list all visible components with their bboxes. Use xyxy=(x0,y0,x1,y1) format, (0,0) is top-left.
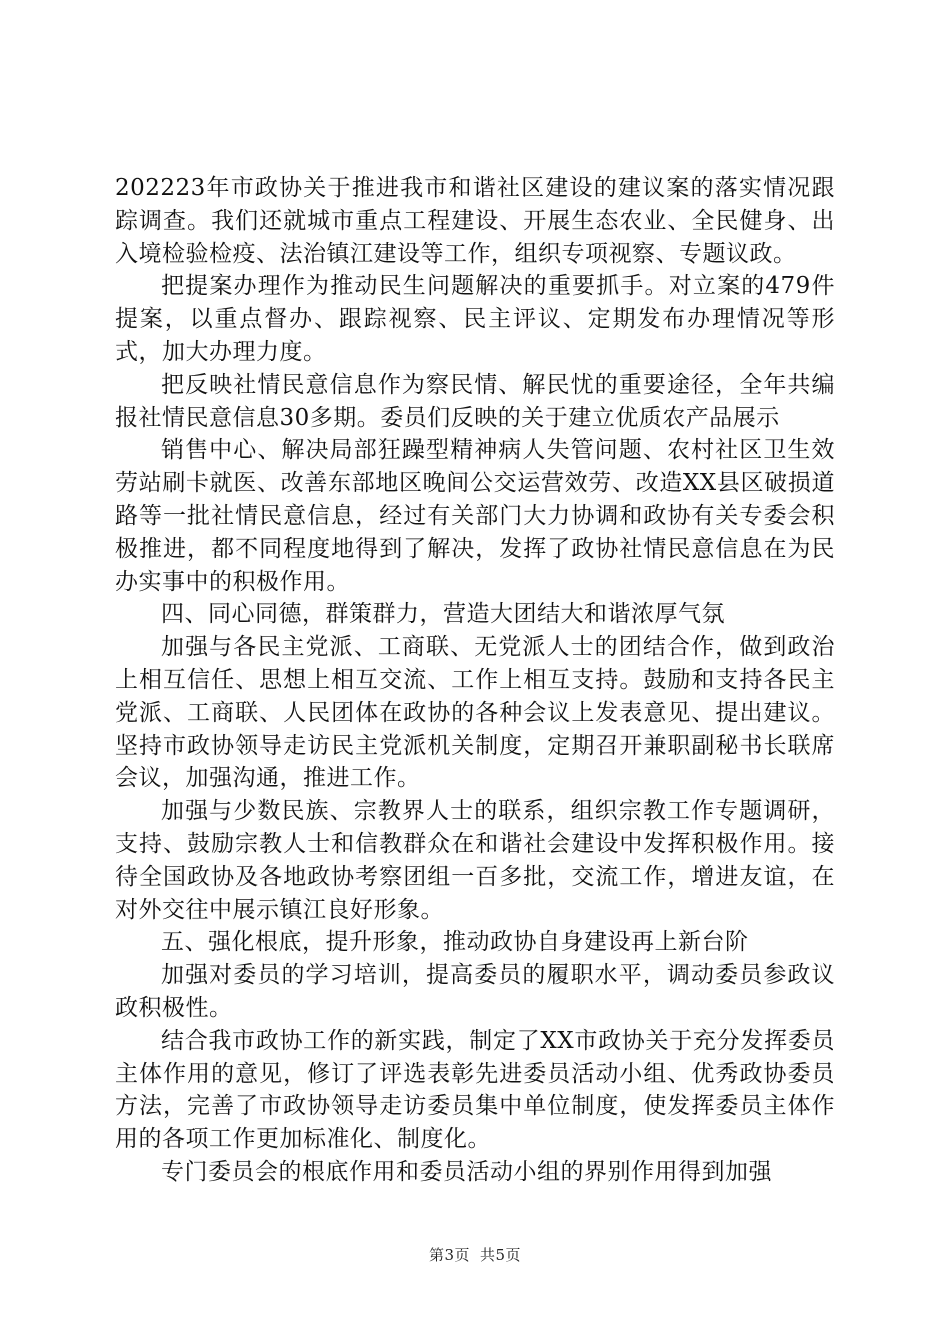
paragraph-2: 把提案办理作为推动民生问题解决的重要抓手。对立案的479件提案，以重点督办、跟踪视察、民主评议、定期发布办理情况等形式，加大办理力度。 xyxy=(115,273,835,365)
paragraph-9: 专门委员会的根底作用和委员活动小组的界别作用得到加强 xyxy=(161,1158,772,1185)
paragraph-4: 销售中心、解决局部狂躁型精神病人失管问题、农村社区卫生效劳站刷卡就医、改善东部地区晚间公交运营效劳、改造XX县区破损道路等一批社情民意信息，经过有关部门大力协调和政协有关专委会积极推进，都不同程度地得到了解决，发挥了政协社情民意信息在为民办实事中的积极作用。 xyxy=(115,437,835,595)
document-body xyxy=(115,172,835,1189)
page-total: 共5页 xyxy=(480,1246,522,1264)
page-footer xyxy=(0,1244,950,1265)
paragraph-5: 加强与各民主党派、工商联、无党派人士的团结合作，做到政治上相互信任、思想上相互交流、工作上相互支持。鼓励和支持各民主党派、工商联、人民团体在政协的各种会议上发表意见、提出建议。坚持市政协领导走访民主党派机关制度，定期召开兼职副秘书长联席会议，加强沟通，推进工作。 xyxy=(115,634,835,792)
paragraph-6: 加强与少数民族、宗教界人士的联系，组织宗教工作专题调研，支持、鼓励宗教人士和信教群众在和谐社会建设中发挥积极作用。接待全国政协及各地政协考察团组一百多批，交流工作，增进友谊，在对外交往中展示镇江良好形象。 xyxy=(115,798,835,923)
paragraph-3: 把反映社情民意信息作为察民情、解民忧的重要途径，全年共编报社情民意信息30多期。委员们反映的关于建立优质农产品展示 xyxy=(115,371,835,431)
section-heading-5: 五、强化根底，提升形象，推动政协自身建设再上新台阶 xyxy=(161,929,749,956)
section-heading-4: 四、同心同德，群策群力，营造大团结大和谐浓厚气氛 xyxy=(161,601,725,628)
paragraph-7: 加强对委员的学习培训，提高委员的履职水平，调动委员参政议政积极性。 xyxy=(115,962,835,1021)
paragraph-1: 202223年市政协关于推进我市和谐社区建设的建议案的落实情况跟踪调查。我们还就城市重点工程建设、开展生态农业、全民健身、出入境检验检疫、法治镇江建设等工作，组织专项视察、专题议政。 xyxy=(115,175,835,267)
paragraph-8: 结合我市政协工作的新实践，制定了XX市政协关于充分发挥委员主体作用的意见，修订了评选表彰先进委员活动小组、优秀政协委员方法，完善了市政协领导走访委员集中单位制度，使发挥委员主体作用的各项工作更加标准化、制度化。 xyxy=(115,1027,835,1153)
page-number: 第3页 xyxy=(428,1246,470,1264)
